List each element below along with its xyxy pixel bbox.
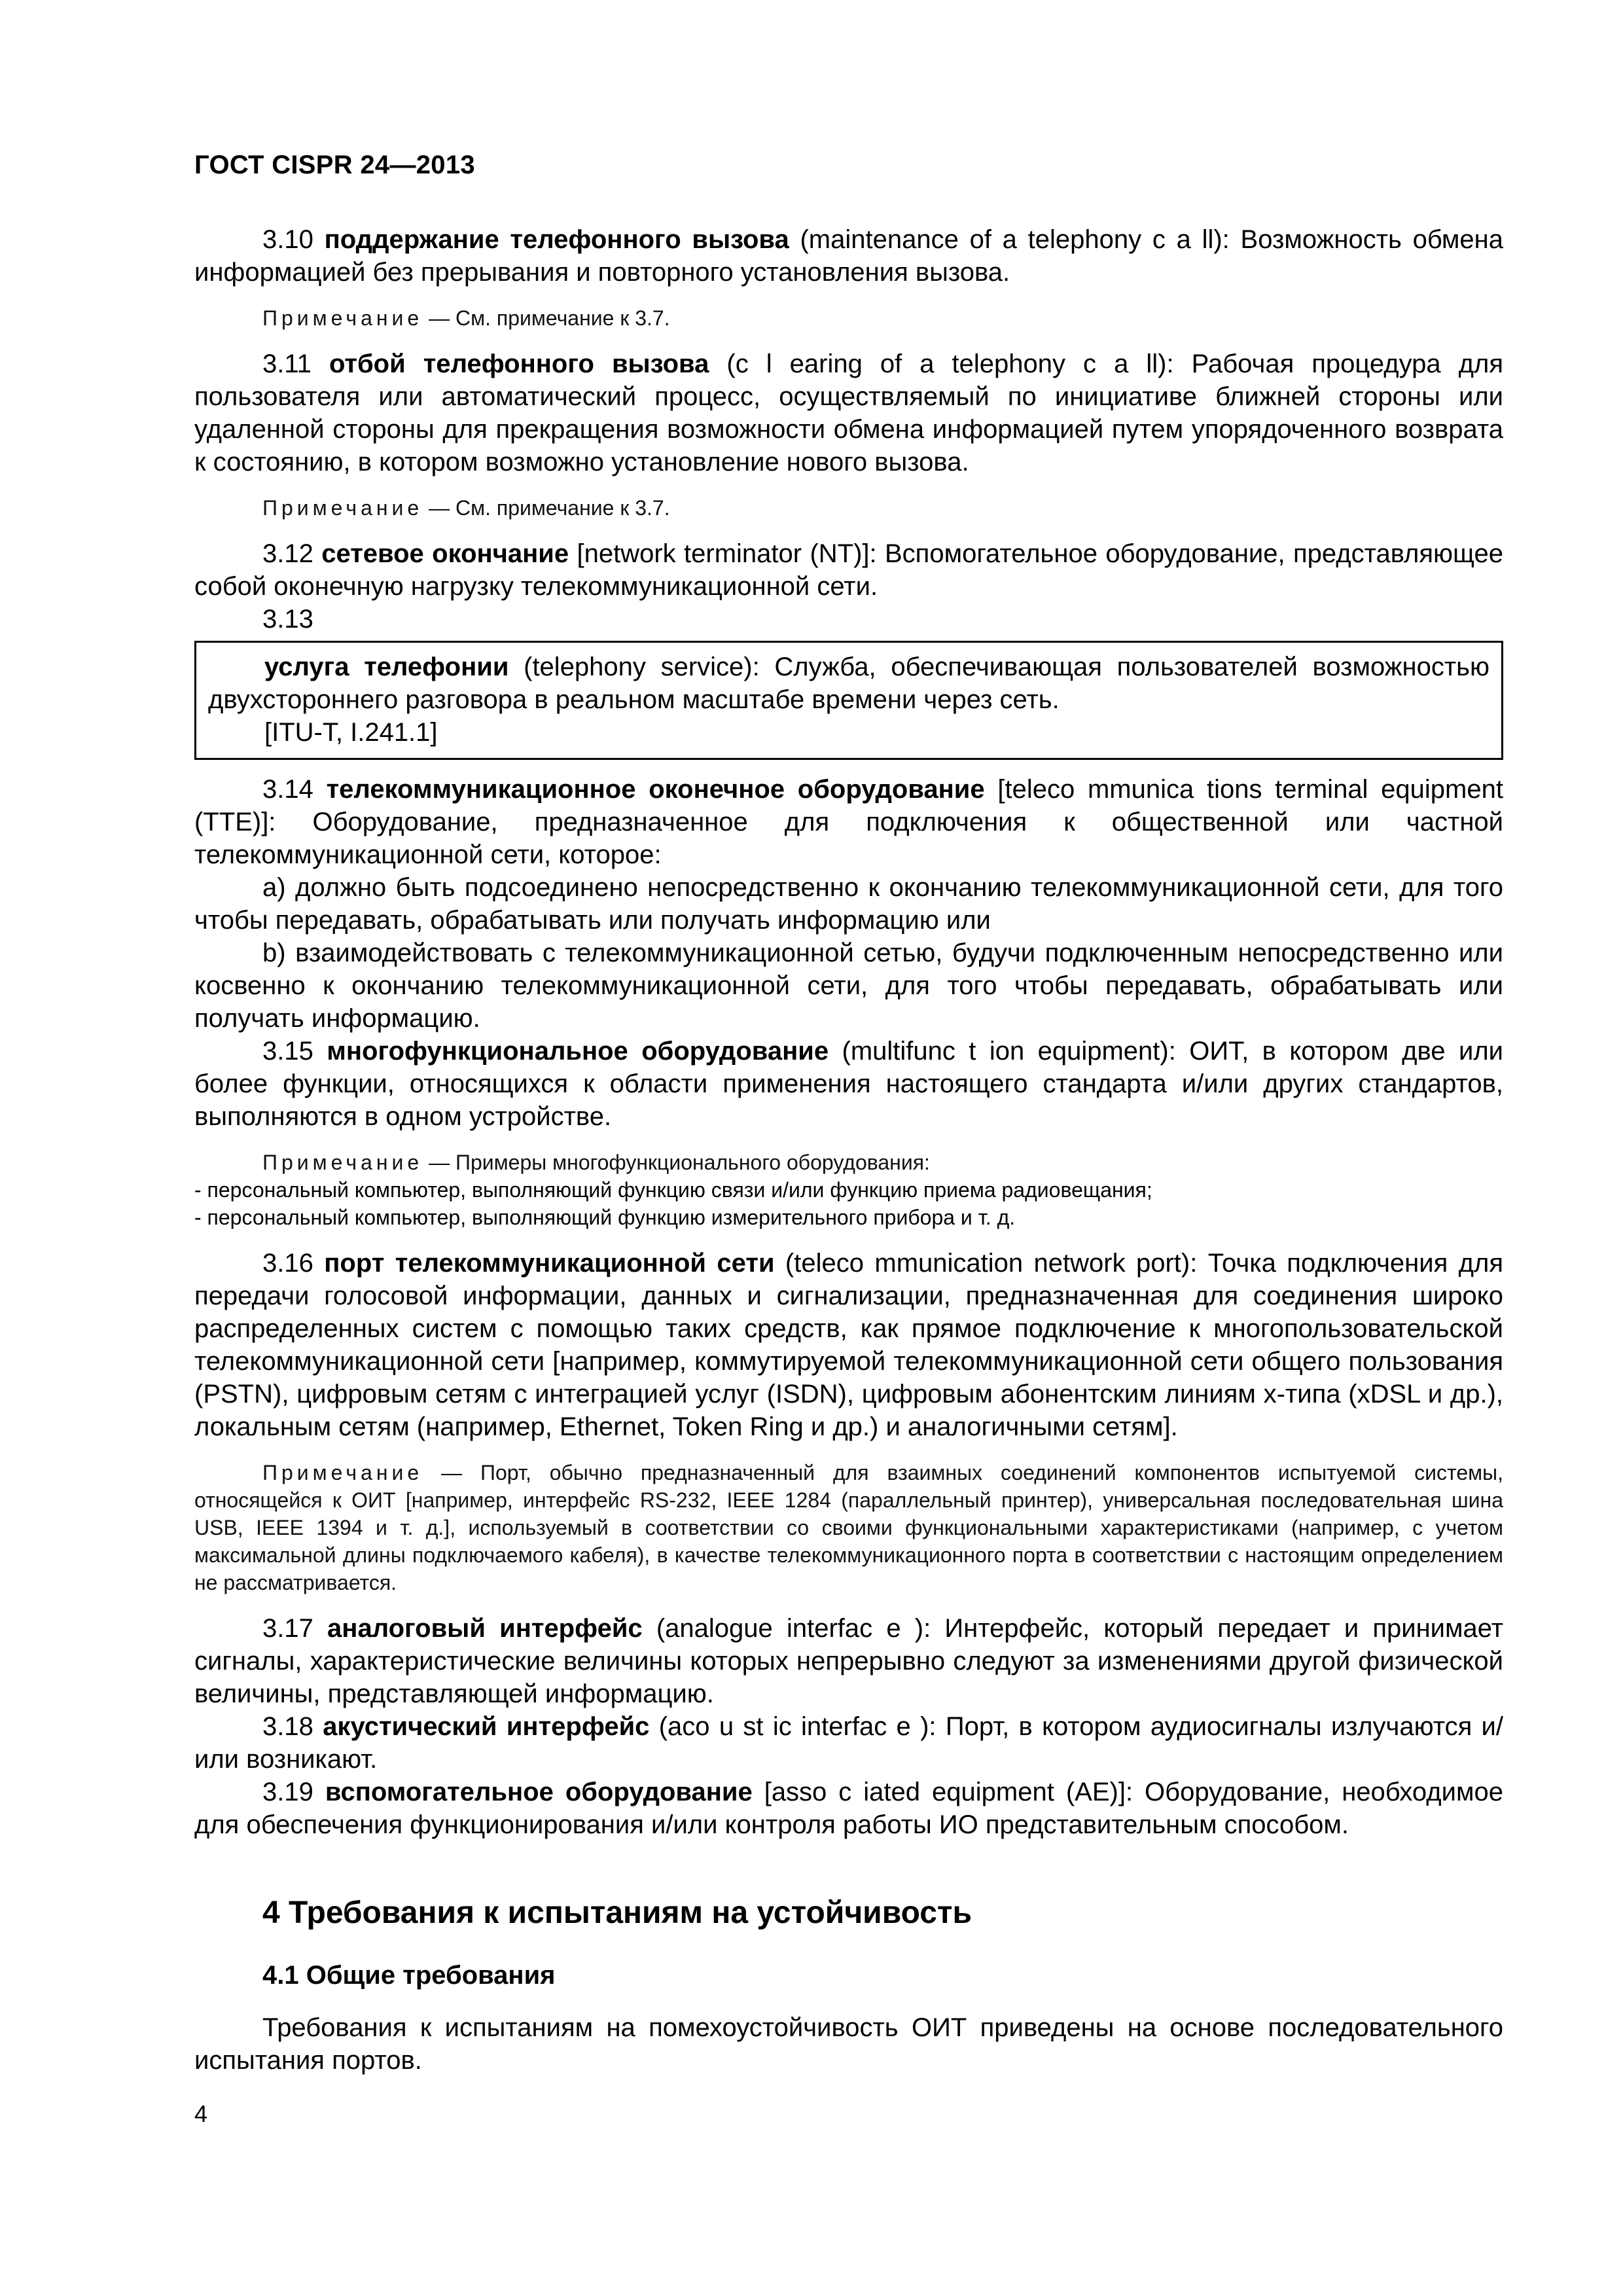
clause-text: [teleco mmunica tions terminal equipment (TTE)]: Оборудование, предназначенное для подключения к общественной или частной телекоммуникационной сети, которое: — [194, 775, 1503, 869]
note-label: Примечание — [262, 1151, 423, 1174]
page-number: 4 — [194, 2100, 208, 2127]
clause-number: 3.14 — [262, 775, 313, 804]
document-page — [194, 144, 1503, 2128]
clause-text: (telephony service): Служба, обеспечивающая пользователей возможностью двухстороннего разговора в реальном масштабе времени через сеть. — [208, 653, 1490, 714]
clause-3-19 — [194, 1776, 1503, 1841]
clause-3-14 — [194, 773, 1503, 871]
clause-number: 3.15 — [262, 1037, 313, 1066]
clause-term: вспомогательное оборудование — [325, 1778, 753, 1806]
paragraph-4-1: Требования к испытаниям на помехоустойчивость ОИТ приведены на основе последовательного испытания портов. — [194, 2013, 1503, 2075]
clause-text: (teleco mmunication network port): Точка подключения для передачи голосовой информации, данных и сигнализации, предназначенная для соединения широко распределенных систем с помощью таких средств, как прямое подключение к многопользовательской телекоммуникационной сети [например, коммутируемой телекоммуникационной сети общего пользования (PSTN), цифровым сетям с интеграцией услуг (ISDN), цифровым абонентским линиям x-типа (xDSL и др.), локальным сетям (например, Ethernet, Token Ring и др.) и аналогичными сетям]. — [194, 1249, 1503, 1441]
note-3-15 — [194, 1149, 1503, 1231]
clause-term: аналоговый интерфейс — [327, 1614, 643, 1643]
clause-text: (aco u st ic interfac e ): Порт, в котором аудиосигналы излучаются и/или возникают. — [194, 1712, 1503, 1774]
note-text: — См. примечание к 3.7. — [423, 496, 670, 520]
note-label: Примечание — [262, 496, 423, 520]
clause-3-14-item-b: b) взаимодействовать с телекоммуникационной сетью, будучи подключенным непосредственно или косвенно к окончанию телекоммуникационной сети, для того чтобы передавать, обрабатывать или получать информацию. — [194, 939, 1503, 1033]
clause-number: 3.17 — [262, 1614, 313, 1643]
list-item: - персональный компьютер, выполняющий функцию связи и/или функцию приема радиовещания; — [194, 1178, 1152, 1202]
note-3-10 — [194, 304, 1503, 332]
note-label: Примечание — [262, 306, 423, 330]
clause-term: сетевое окончание — [321, 539, 569, 568]
clause-3-13-number: 3.13 — [262, 605, 313, 634]
clause-3-17 — [194, 1612, 1503, 1710]
document-header: ГОСТ CISPR 24—2013 — [194, 151, 475, 179]
clause-reference: [ITU-T, I.241.1] — [264, 718, 438, 747]
clause-number: 3.16 — [262, 1249, 313, 1278]
clause-3-11 — [194, 348, 1503, 478]
note-list — [194, 1176, 1503, 1231]
clause-3-10 — [194, 223, 1503, 289]
clause-3-12 — [194, 537, 1503, 603]
clause-3-13-box — [194, 641, 1503, 760]
clause-text: [network terminator (NT)]: Вспомогательное оборудование, представляющее собой оконечную нагрузку телекоммуникационной сети. — [194, 539, 1503, 601]
clause-3-16 — [194, 1247, 1503, 1443]
clause-text: [asso c iated equipment (AE)]: Оборудование, необходимое для обеспечения функционирования и/или контроля работы ИО представительным способом. — [194, 1778, 1503, 1839]
note-text: — Порт, обычно предназначенный для взаимных соединений компонентов испытуемой системы, относящейся к ОИТ [например, интерфейс RS-232, IEEE 1284 (параллельный принтер), универсальная последовательная шина USB, IEEE 1394 и т. д.], используемый в соответствии со своими функциональными характеристиками (например, с учетом максимальной длины подключаемого кабеля), в качестве телекоммуникационного порта в соответствии с настоящим определением не рассматривается. — [194, 1461, 1504, 1594]
note-text: — Примеры многофункционального оборудования: — [423, 1151, 930, 1174]
clause-number: 3.10 — [262, 225, 313, 254]
note-label: Примечание — [262, 1461, 423, 1484]
clause-text: (analogue interfac e ): Интерфейс, который передает и принимает сигналы, характеристические величины которых непрерывно следуют за изменениями другой физической величины, представляющей информацию. — [194, 1614, 1504, 1708]
section-heading-4: 4 Требования к испытаниям на устойчивость — [262, 1895, 972, 1930]
note-text: — См. примечание к 3.7. — [423, 306, 670, 330]
clause-text: (maintenance of a telephony c a ll): Возможность обмена информацией без прерывания и повторного установления вызова. — [194, 225, 1503, 287]
clause-text: (c l earing of a telephony c a ll): Рабочая процедура для пользователя или автоматический процесс, осуществляемый по инициативе ближней стороны или удаленной стороны для прекращения возможности обмена информацией путем упорядоченного возврата к состоянию, в котором возможно установление нового вызова. — [194, 350, 1503, 476]
clause-term: многофункциональное оборудование — [327, 1037, 829, 1066]
note-3-11 — [194, 494, 1503, 522]
clause-term: услуга телефонии — [264, 653, 509, 681]
subsection-heading-4-1: 4.1 Общие требования — [262, 1961, 556, 1990]
clause-3-14-item-a: а) должно быть подсоединено непосредственно к окончанию телекоммуникационной сети, для того чтобы передавать, обрабатывать или получать информацию или — [194, 873, 1503, 935]
clause-number: 3.18 — [262, 1712, 313, 1741]
clause-number: 3.11 — [262, 350, 312, 378]
clause-number: 3.12 — [262, 539, 313, 568]
clause-term: порт телекоммуникационной сети — [324, 1249, 775, 1278]
clause-term: телекоммуникационное оконечное оборудование — [326, 775, 985, 804]
clause-term: отбой телефонного вызова — [329, 350, 709, 378]
clause-term: акустический интерфейс — [323, 1712, 650, 1741]
note-3-16 — [194, 1459, 1503, 1596]
clause-3-13 — [208, 651, 1489, 716]
clause-3-18 — [194, 1710, 1503, 1776]
list-item: - персональный компьютер, выполняющий функцию измерительного прибора и т. д. — [194, 1206, 1016, 1229]
clause-number: 3.19 — [262, 1778, 313, 1806]
clause-3-15 — [194, 1035, 1503, 1133]
clause-text: (multifunc t ion equipment): ОИТ, в котором две или более функции, относящихся к области применения настоящего стандарта и/или других стандартов, выполняются в одном устройстве. — [194, 1037, 1504, 1131]
clause-term: поддержание телефонного вызова — [324, 225, 789, 254]
